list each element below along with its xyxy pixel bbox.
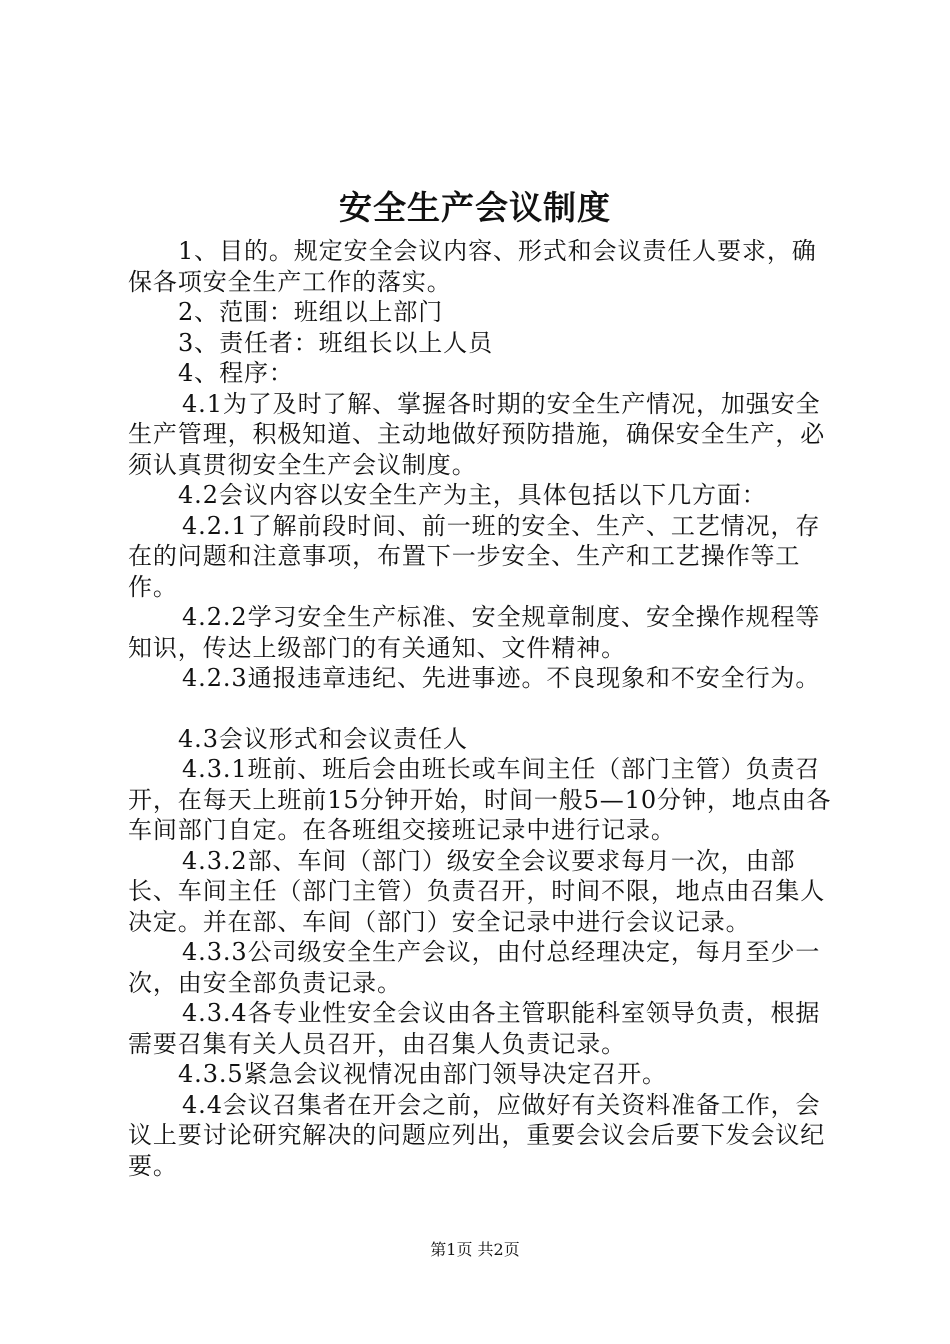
- blank-line: [128, 694, 838, 724]
- paragraph-4-2-2: 4.2.2学习安全生产标准、安全规章制度、安全操作规程等知识，传达上级部门的有关通知、文件精神。: [128, 603, 821, 662]
- page-footer: 第1页 共2页: [430, 1240, 520, 1259]
- paragraph-4-3-1: 4.3.1班前、班后会由班长或车间主任（部门主管）负责召开，在每天上班前15分钟开始，时间一般5—10分钟，地点由各车间部门自定。在各班组交接班记录中进行记录。: [128, 755, 832, 844]
- paragraph-4-3-4: 4.3.4各专业性安全会议由各主管职能科室领导负责，根据需要召集有关人员召开，由召集人负责记录。: [128, 999, 821, 1058]
- paragraph-scope: 2、范围：班组以上部门: [178, 298, 444, 326]
- paragraph-4-2-3: 4.2.3通报违章违纪、先进事迹。不良现象和不安全行为。: [182, 664, 821, 692]
- paragraph-4-2-1: 4.2.1了解前段时间、前一班的安全、生产、工艺情况，存在的问题和注意事项，布置下一步安全、生产和工艺操作等工作。: [128, 511, 821, 601]
- paragraph-4-4: 4.4会议召集者在开会之前，应做好有关资料准备工作，会议上要讨论研究解决的问题应列出，重要会议会后要下发会议纪要。: [128, 1090, 826, 1180]
- paragraph-procedure: 4、程序：: [178, 359, 294, 387]
- paragraph-4-3-2: 4.3.2部、车间（部门）级安全会议要求每月一次，由部长、车间主任（部门主管）负责召开，时间不限，地点由召集人决定。并在部、车间（部门）安全记录中进行会议记录。: [128, 846, 826, 936]
- paragraph-4-2: 4.2会议内容以安全生产为主，具体包括以下几方面：: [178, 481, 767, 509]
- paragraph-4-3-3: 4.3.3公司级安全生产会议，由付总经理决定，每月至少一次，由安全部负责记录。: [128, 938, 821, 997]
- document-body: [128, 236, 838, 1181]
- paragraph-purpose: 1、目的。规定安全会议内容、形式和会议责任人要求，确保各项安全生产工作的落实。: [128, 237, 817, 296]
- paragraph-4-3-5: 4.3.5紧急会议视情况由部门领导决定召开。: [178, 1060, 667, 1088]
- paragraph-4-1: 4.1为了及时了解、掌握各时期的安全生产情况，加强安全生产管理，积极知道、主动地做好预防措施，确保安全生产，必须认真贯彻安全生产会议制度。: [128, 389, 826, 479]
- document-title: 安全生产会议制度: [339, 188, 611, 227]
- paragraph-4-3: 4.3会议形式和会议责任人: [178, 724, 468, 753]
- paragraph-responsible: 3、责任者：班组长以上人员: [178, 328, 493, 357]
